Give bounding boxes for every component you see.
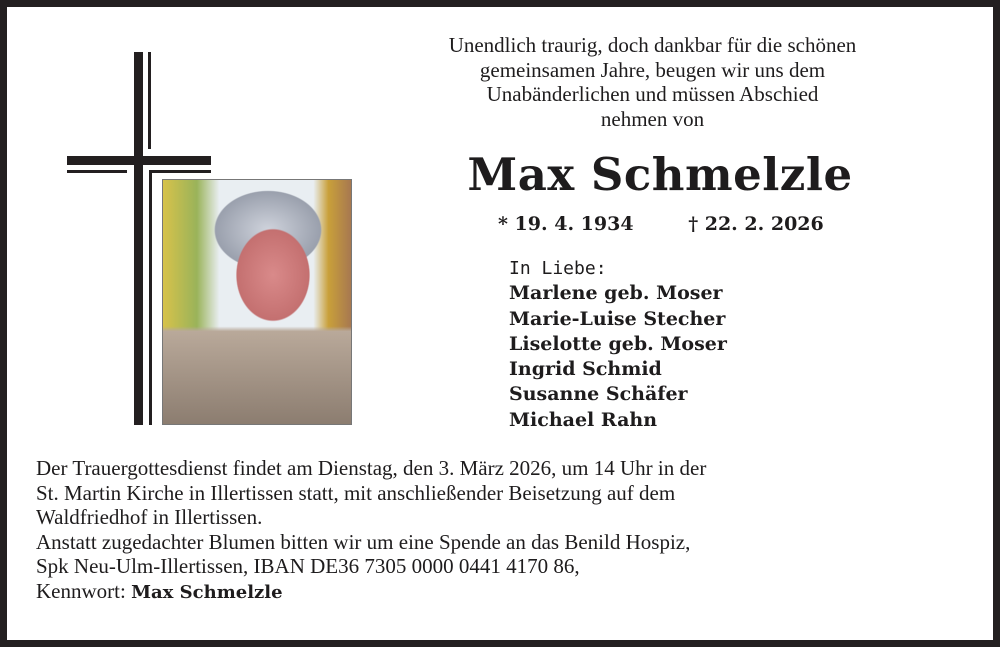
life-dates xyxy=(498,213,824,235)
family-member: Liselotte geb. Moser xyxy=(509,332,727,355)
birth-date: * 19. 4. 1934 xyxy=(498,213,634,235)
keyword: Max Schmelzle xyxy=(131,581,283,603)
family-member: Marlene geb. Moser xyxy=(509,282,723,305)
family-member: Susanne Schäfer xyxy=(509,383,688,406)
family-list xyxy=(509,256,727,433)
family-member: Marie-Luise Stecher xyxy=(509,307,726,330)
family-member: Ingrid Schmid xyxy=(509,358,662,381)
deceased-name: Max Schmelzle xyxy=(467,148,853,201)
portrait-photo xyxy=(162,179,352,425)
family-member: Michael Rahn xyxy=(509,408,658,431)
in-love-label: In Liebe: xyxy=(509,258,607,279)
keyword-line: Kennwort: Max Schmelzle xyxy=(36,578,283,603)
service-info: Der Trauergottesdienst findet am Dienstag, den 3. März 2026, um 14 Uhr in der St. Martin Kirche in Illertissen statt, mit anschließender Beisetzung auf dem Waldfriedhof in Illertissen. Anstatt zugedachter Blumen bitten wir um eine Spende an das Benild Hospiz, Spk Neu-Ulm-Illertissen, IBAN DE36 7305 0000 0441 4170 86, Kennwort: Max Schmelzle xyxy=(36,456,706,605)
death-date: † 22. 2. 2026 xyxy=(688,213,824,235)
intro-text: Unendlich traurig, doch dankbar für die schönen gemeinsamen Jahre, beugen wir uns dem Unabänderlichen und müssen Abschied nehmen von xyxy=(448,33,857,131)
